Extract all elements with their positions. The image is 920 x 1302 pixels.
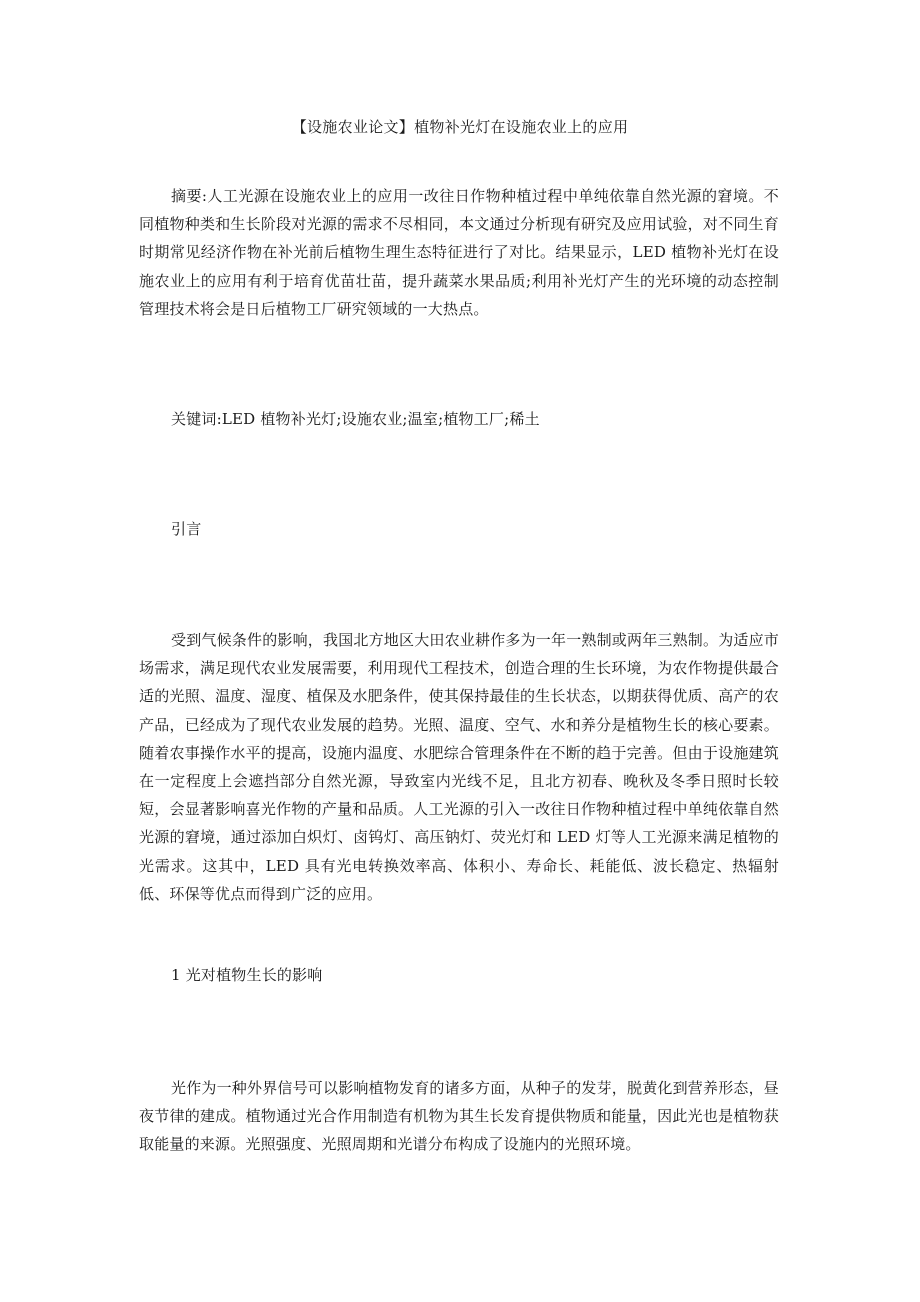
intro-paragraph: 受到气候条件的影响，我国北方地区大田农业耕作多为一年一熟制或两年三熟制。为适应市场需求，满足现代农业发展需要，利用现代工程技术，创造合理的生长环境，为农作物提供最合适的光照、温度、湿度、植保及水肥条件，使其保持最佳的生长状态，以期获得优质、高产的农产品，已经成为了现代农业发展的趋势。光照、温度、空气、水和养分是植物生长的核心要素。随着农事操作水平的提高，设施内温度、水肥综合管理条件在不断的趋于完善。但由于设施建筑在一定程度上会遮挡部分自然光源，导致室内光线不足，且北方初春、晚秋及冬季日照时长较短，会显著影响喜光作物的产量和品质。人工光源的引入一改往日作物种植过程中单纯依靠自然光源的窘境，通过添加白炽灯、卤钨灯、高压钠灯、荧光灯和 LED 灯等人工光源来满足植物的光需求。这其中，LED 具有光电转换效率高、体积小、寿命长、耗能低、波长稳定、热辐射低、环保等优点而得到广泛的应用。 [139,631,780,903]
section-1-paragraph: 光作为一种外界信号可以影响植物发育的诸多方面，从种子的发芽，脱黄化到营养形态，昼夜节律的建成。植物通过光合作用制造有机物为其生长发育提供物质和能量，因此光也是植物获取能量的来源。光照强度、光照周期和光谱分布构成了设施内的光照环境。 [139,1079,780,1154]
intro-heading: 引言 [171,520,202,538]
abstract-paragraph: 摘要:人工光源在设施农业上的应用一改往日作物种植过程中单纯依靠自然光源的窘境。不同植物种类和生长阶段对光源的需求不尽相同，本文通过分析现有研究及应用试验，对不同生育时期常见经济作物在补光前后植物生理生态特征进行了对比。结果显示，LED 植物补光灯在设施农业上的应用有利于培育优苗壮苗，提升蔬菜水果品质;利用补光灯产生的光环境的动态控制管理技术将会是日后植物工厂研究领域的一大热点。 [139,187,779,318]
document-title: 【设施农业论文】植物补光灯在设施农业上的应用 [291,118,629,136]
section-1-heading: 1 光对植物生长的影响 [171,966,323,984]
keywords-line: 关键词:LED 植物补光灯;设施农业;温室;植物工厂;稀土 [171,410,540,428]
